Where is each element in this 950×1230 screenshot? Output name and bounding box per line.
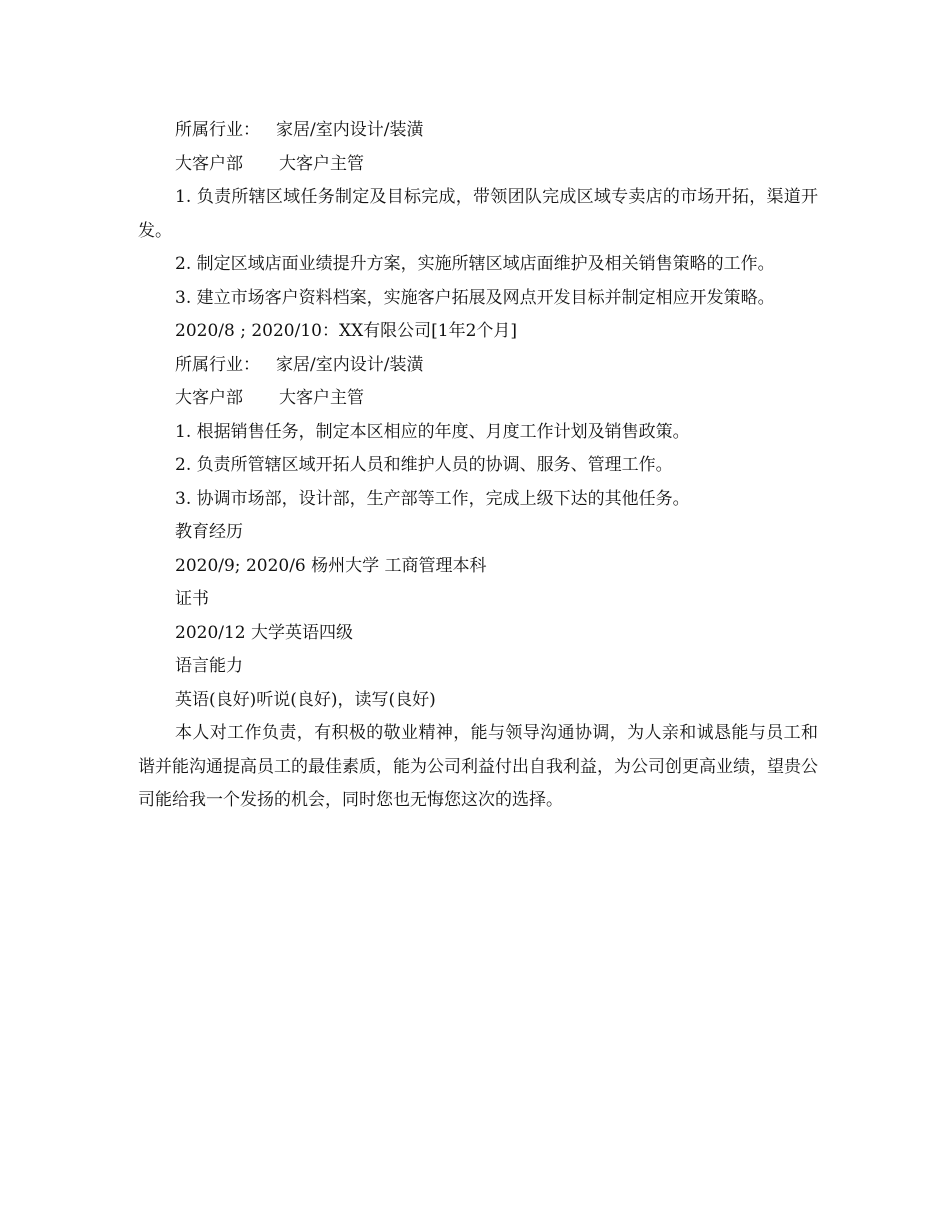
exp2-industry-label: 所属行业： xyxy=(175,354,260,375)
exp2-job-title: 大客户主管 xyxy=(279,388,364,408)
exp2-industry xyxy=(138,349,818,383)
certificates-entry: 2020/12 大学英语四级 xyxy=(175,622,354,643)
language-entry: 英语(良好)听说(良好)，读写(良好) xyxy=(175,689,436,710)
exp1-duty-2: 2. 制定区域店面业绩提升方案，实施所辖区域店面维护及相关销售策略的工作。 xyxy=(175,254,775,274)
exp1-duty-1: 1. 负责所辖区域任务制定及目标完成，带领团队完成区域专卖店的市场开拓，渠道开发。 xyxy=(138,187,818,241)
exp1-industry-value: 家居/室内设计/装潢 xyxy=(276,120,424,140)
exp1-industry-label: 所属行业： xyxy=(175,120,260,140)
exp2-industry-value: 家居/室内设计/装潢 xyxy=(276,354,424,375)
certificates-heading: 证书 xyxy=(175,589,209,609)
education-heading: 教育经历 xyxy=(175,522,243,542)
language-heading: 语言能力 xyxy=(175,656,243,676)
education-entry: 2020/9; 2020/6 杨州大学 工商管理本科 xyxy=(175,555,487,576)
exp2-duty-3: 3. 协调市场部，设计部，生产部等工作，完成上级下达的其他任务。 xyxy=(175,488,690,509)
exp1-job-title: 大客户主管 xyxy=(279,153,364,174)
exp2-department: 大客户部 xyxy=(175,388,243,408)
exp2-duty-1: 1. 根据销售任务，制定本区相应的年度、月度工作计划及销售政策。 xyxy=(175,421,690,442)
self-assessment: 本人对工作负责，有积极的敬业精神，能与领导沟通协调，为人亲和诚恳能与员工和谐并能沟通提高员工的最佳素质，能为公司利益付出自我利益，为公司创更高业绩，望贵公司能给我一个发扬的机会，同时您也无悔您这次的选择。 xyxy=(138,723,818,810)
exp2-period: 2020/8 ; 2020/10：XX有限公司[1年2个月] xyxy=(175,321,518,341)
exp1-position xyxy=(138,148,818,182)
exp1-department: 大客户部 xyxy=(175,153,243,174)
exp2-position xyxy=(138,382,818,416)
resume-page xyxy=(138,114,818,818)
exp2-duty-2: 2. 负责所管辖区域开拓人员和维护人员的协调、服务、管理工作。 xyxy=(175,455,673,475)
exp1-duty-3: 3. 建立市场客户资料档案，实施客户拓展及网点开发目标并制定相应开发策略。 xyxy=(175,287,775,308)
exp1-industry xyxy=(138,114,818,148)
